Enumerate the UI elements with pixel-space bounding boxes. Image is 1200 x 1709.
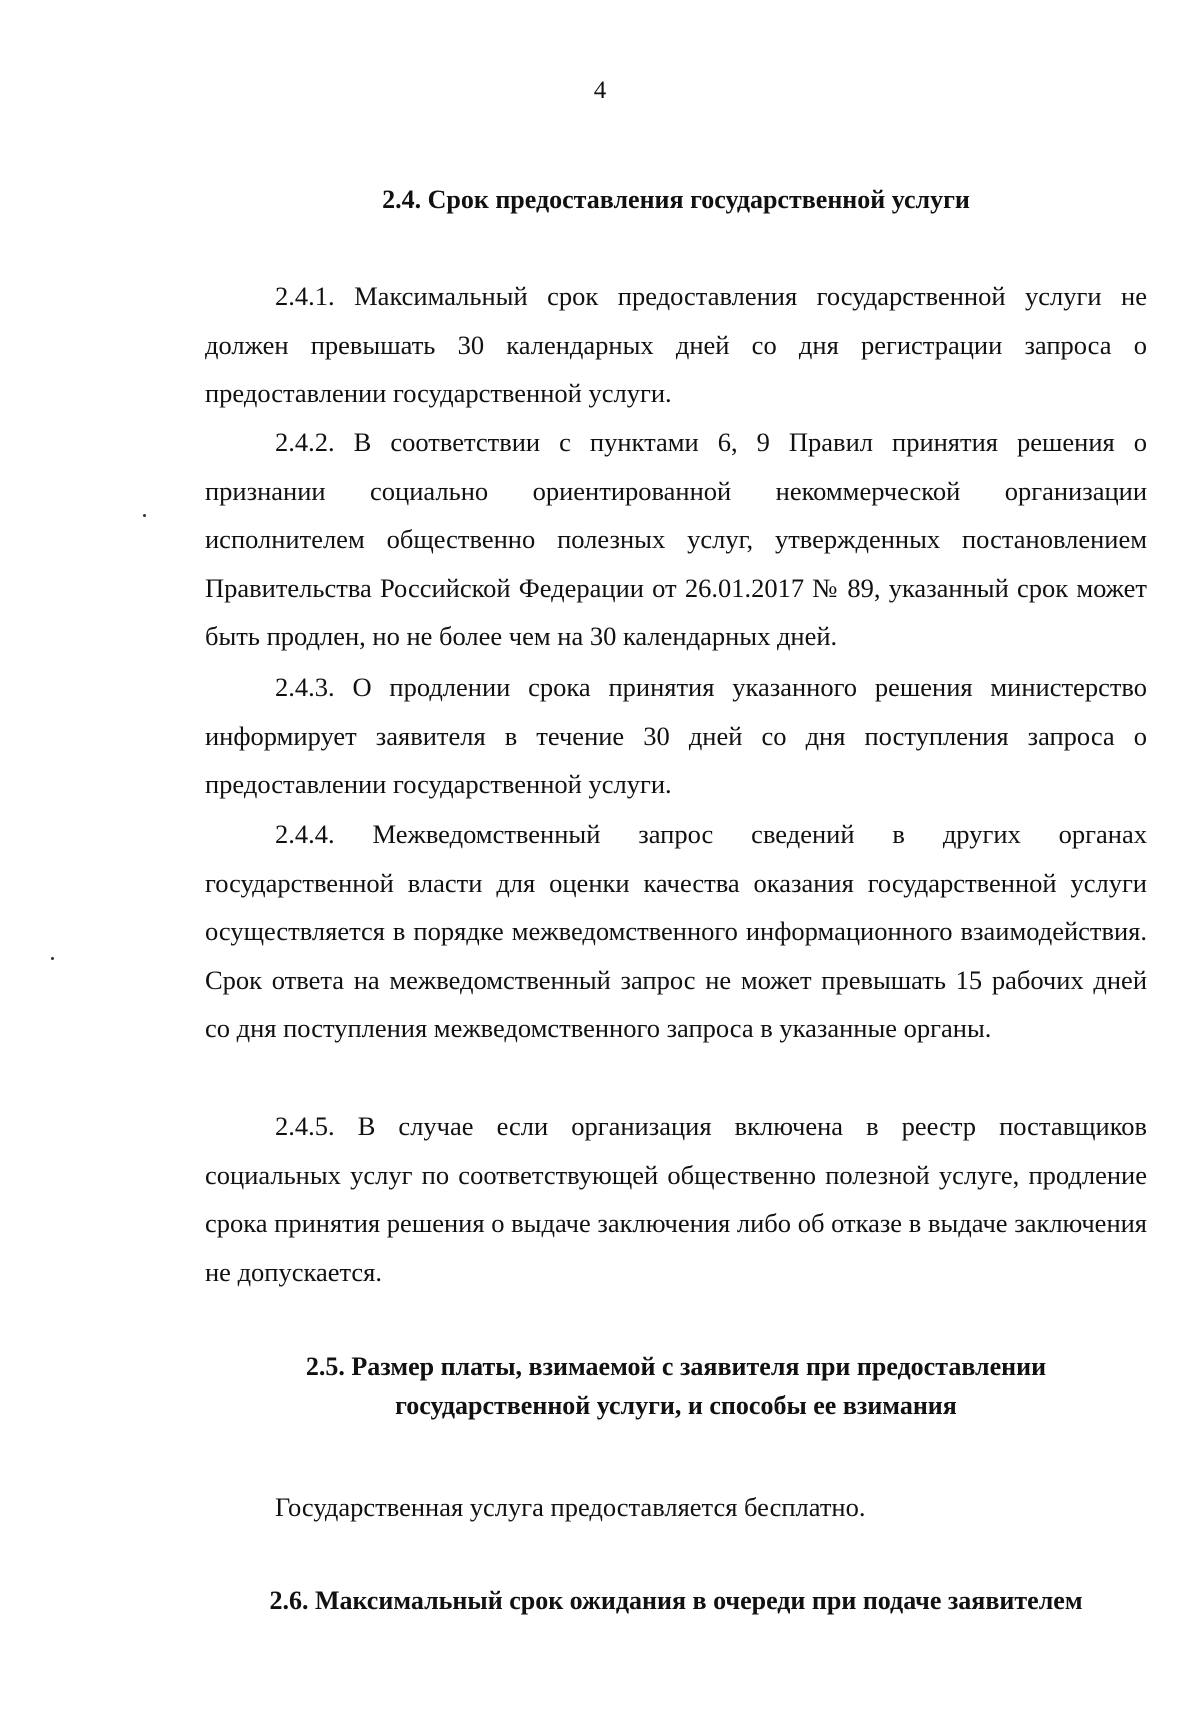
paragraph-2-4-4: 2.4.4. Межведомственный запрос сведений в других органах государственной власти для оценки качества оказания государственной услуги осуществляется в порядке межведомственного информационного взаимодействия. Срок ответа на межведомственный запрос не может превышать 15 рабочих дней со дня поступления межведомственного запроса в указанные органы. xyxy=(205,819,1147,1044)
scan-speck xyxy=(143,514,146,517)
section-heading-2-6: 2.6. Максимальный срок ожидания в очереди при подаче заявителем xyxy=(269,1586,1083,1615)
paragraph-2-4-2: 2.4.2. В соответствии с пунктами 6, 9 Правил принятия решения о признании социально ориентированной некоммерческой организации исполнителем общественно полезных услуг, утвержденных постановлением Правительства Российской Федерации от 26.01.2017 № 89, указанный срок может быть продлен, но не более чем на 30 календарных дней. xyxy=(205,427,1147,652)
page-number: 4 xyxy=(593,77,607,104)
scan-speck xyxy=(51,957,54,960)
section-heading-2-5-line2: государственной услуги, и способы ее взимания xyxy=(395,1391,957,1420)
paragraph-2-4-3: 2.4.3. О продлении срока принятия указанного решения министерство информирует заявителя в течение 30 дней со дня поступления запроса о предоставлении государственной услуги. xyxy=(205,672,1147,800)
paragraph-2-5-text: Государственная услуга предоставляется бесплатно. xyxy=(275,1492,866,1522)
section-heading-2-4: 2.4. Срок предоставления государственной услуги xyxy=(382,185,970,214)
section-heading-2-5-line1: 2.5. Размер платы, взимаемой с заявителя при предоставлении xyxy=(305,1352,1047,1381)
paragraph-2-4-1: 2.4.1. Максимальный срок предоставления государственной услуги не должен превышать 30 календарных дней со дня регистрации запроса о предоставлении государственной услуги. xyxy=(205,281,1147,409)
paragraph-2-4-5: 2.4.5. В случае если организация включена в реестр поставщиков социальных услуг по соответствующей общественно полезной услуге, продление срока принятия решения о выдаче заключения либо об отказе в выдаче заключения не допускается. xyxy=(205,1111,1147,1287)
